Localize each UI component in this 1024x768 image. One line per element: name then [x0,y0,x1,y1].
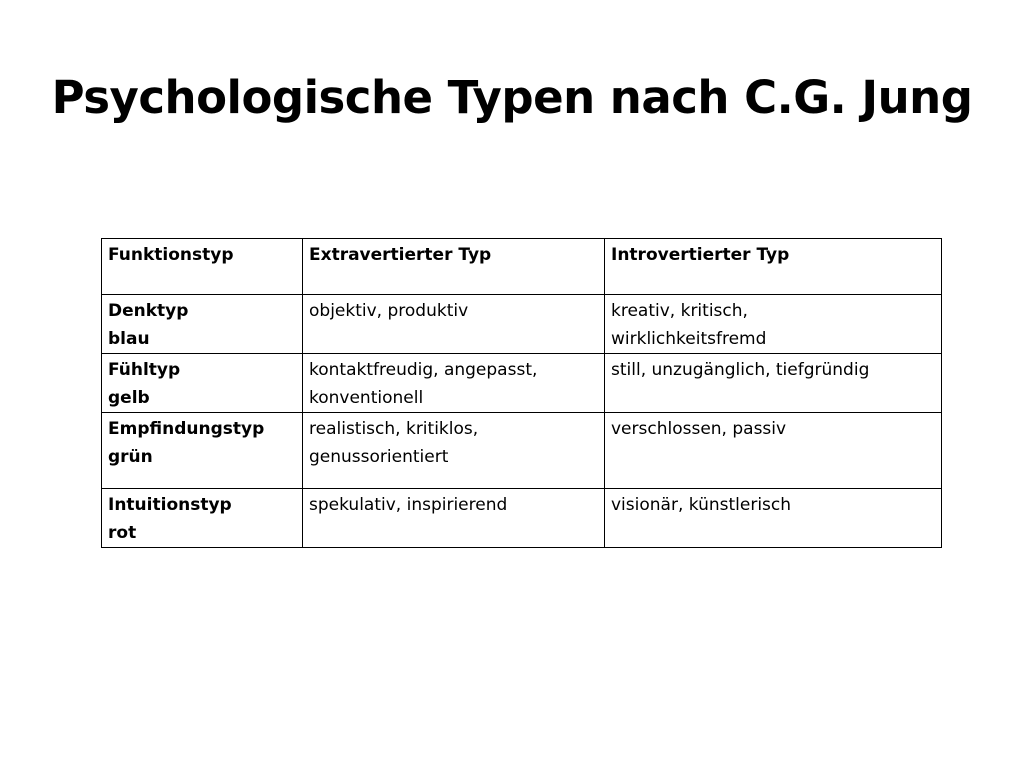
slide-title: Psychologische Typen nach C.G. Jung [51,71,973,124]
cell-type [102,413,303,489]
header-introvertierter-typ: Introvertierter Typ [605,239,942,295]
cell-introvert [605,295,942,354]
cell-text: genussorientiert [309,447,449,467]
table-row [102,354,942,413]
type-color: gelb [108,388,150,408]
table-row [102,295,942,354]
cell-extravert [303,489,605,548]
type-name: Denktyp [108,301,189,321]
cell-text: objektiv, produktiv [309,301,469,321]
cell-type [102,295,303,354]
type-color: grün [108,447,153,467]
type-name: Fühltyp [108,360,181,380]
type-name: Empfindungstyp [108,419,265,439]
type-color: rot [108,523,137,543]
cell-text: realistisch, kritiklos, [309,419,479,439]
type-color: blau [108,329,150,349]
cell-type [102,354,303,413]
cell-introvert [605,354,942,413]
header-extravertierter-typ: Extravertierter Typ [303,239,605,295]
table-row [102,413,942,489]
cell-introvert [605,413,942,489]
table-header-row [102,239,942,295]
cell-text: wirklichkeitsfremd [611,329,767,349]
cell-text: konventionell [309,388,424,408]
cell-type [102,489,303,548]
jung-types-table [101,238,942,548]
cell-text: kontaktfreudig, angepasst, [309,360,538,380]
cell-introvert [605,489,942,548]
cell-extravert [303,354,605,413]
cell-extravert [303,295,605,354]
type-name: Intuitionstyp [108,495,232,515]
cell-text: kreativ, kritisch, [611,301,748,321]
cell-extravert [303,413,605,489]
cell-text: still, unzugänglich, tiefgründig [611,360,870,380]
cell-text: verschlossen, passiv [611,419,787,439]
cell-text: spekulativ, inspirierend [309,495,508,515]
cell-text: visionär, künstlerisch [611,495,792,515]
table-row [102,489,942,548]
header-funktionstyp: Funktionstyp [102,239,303,295]
